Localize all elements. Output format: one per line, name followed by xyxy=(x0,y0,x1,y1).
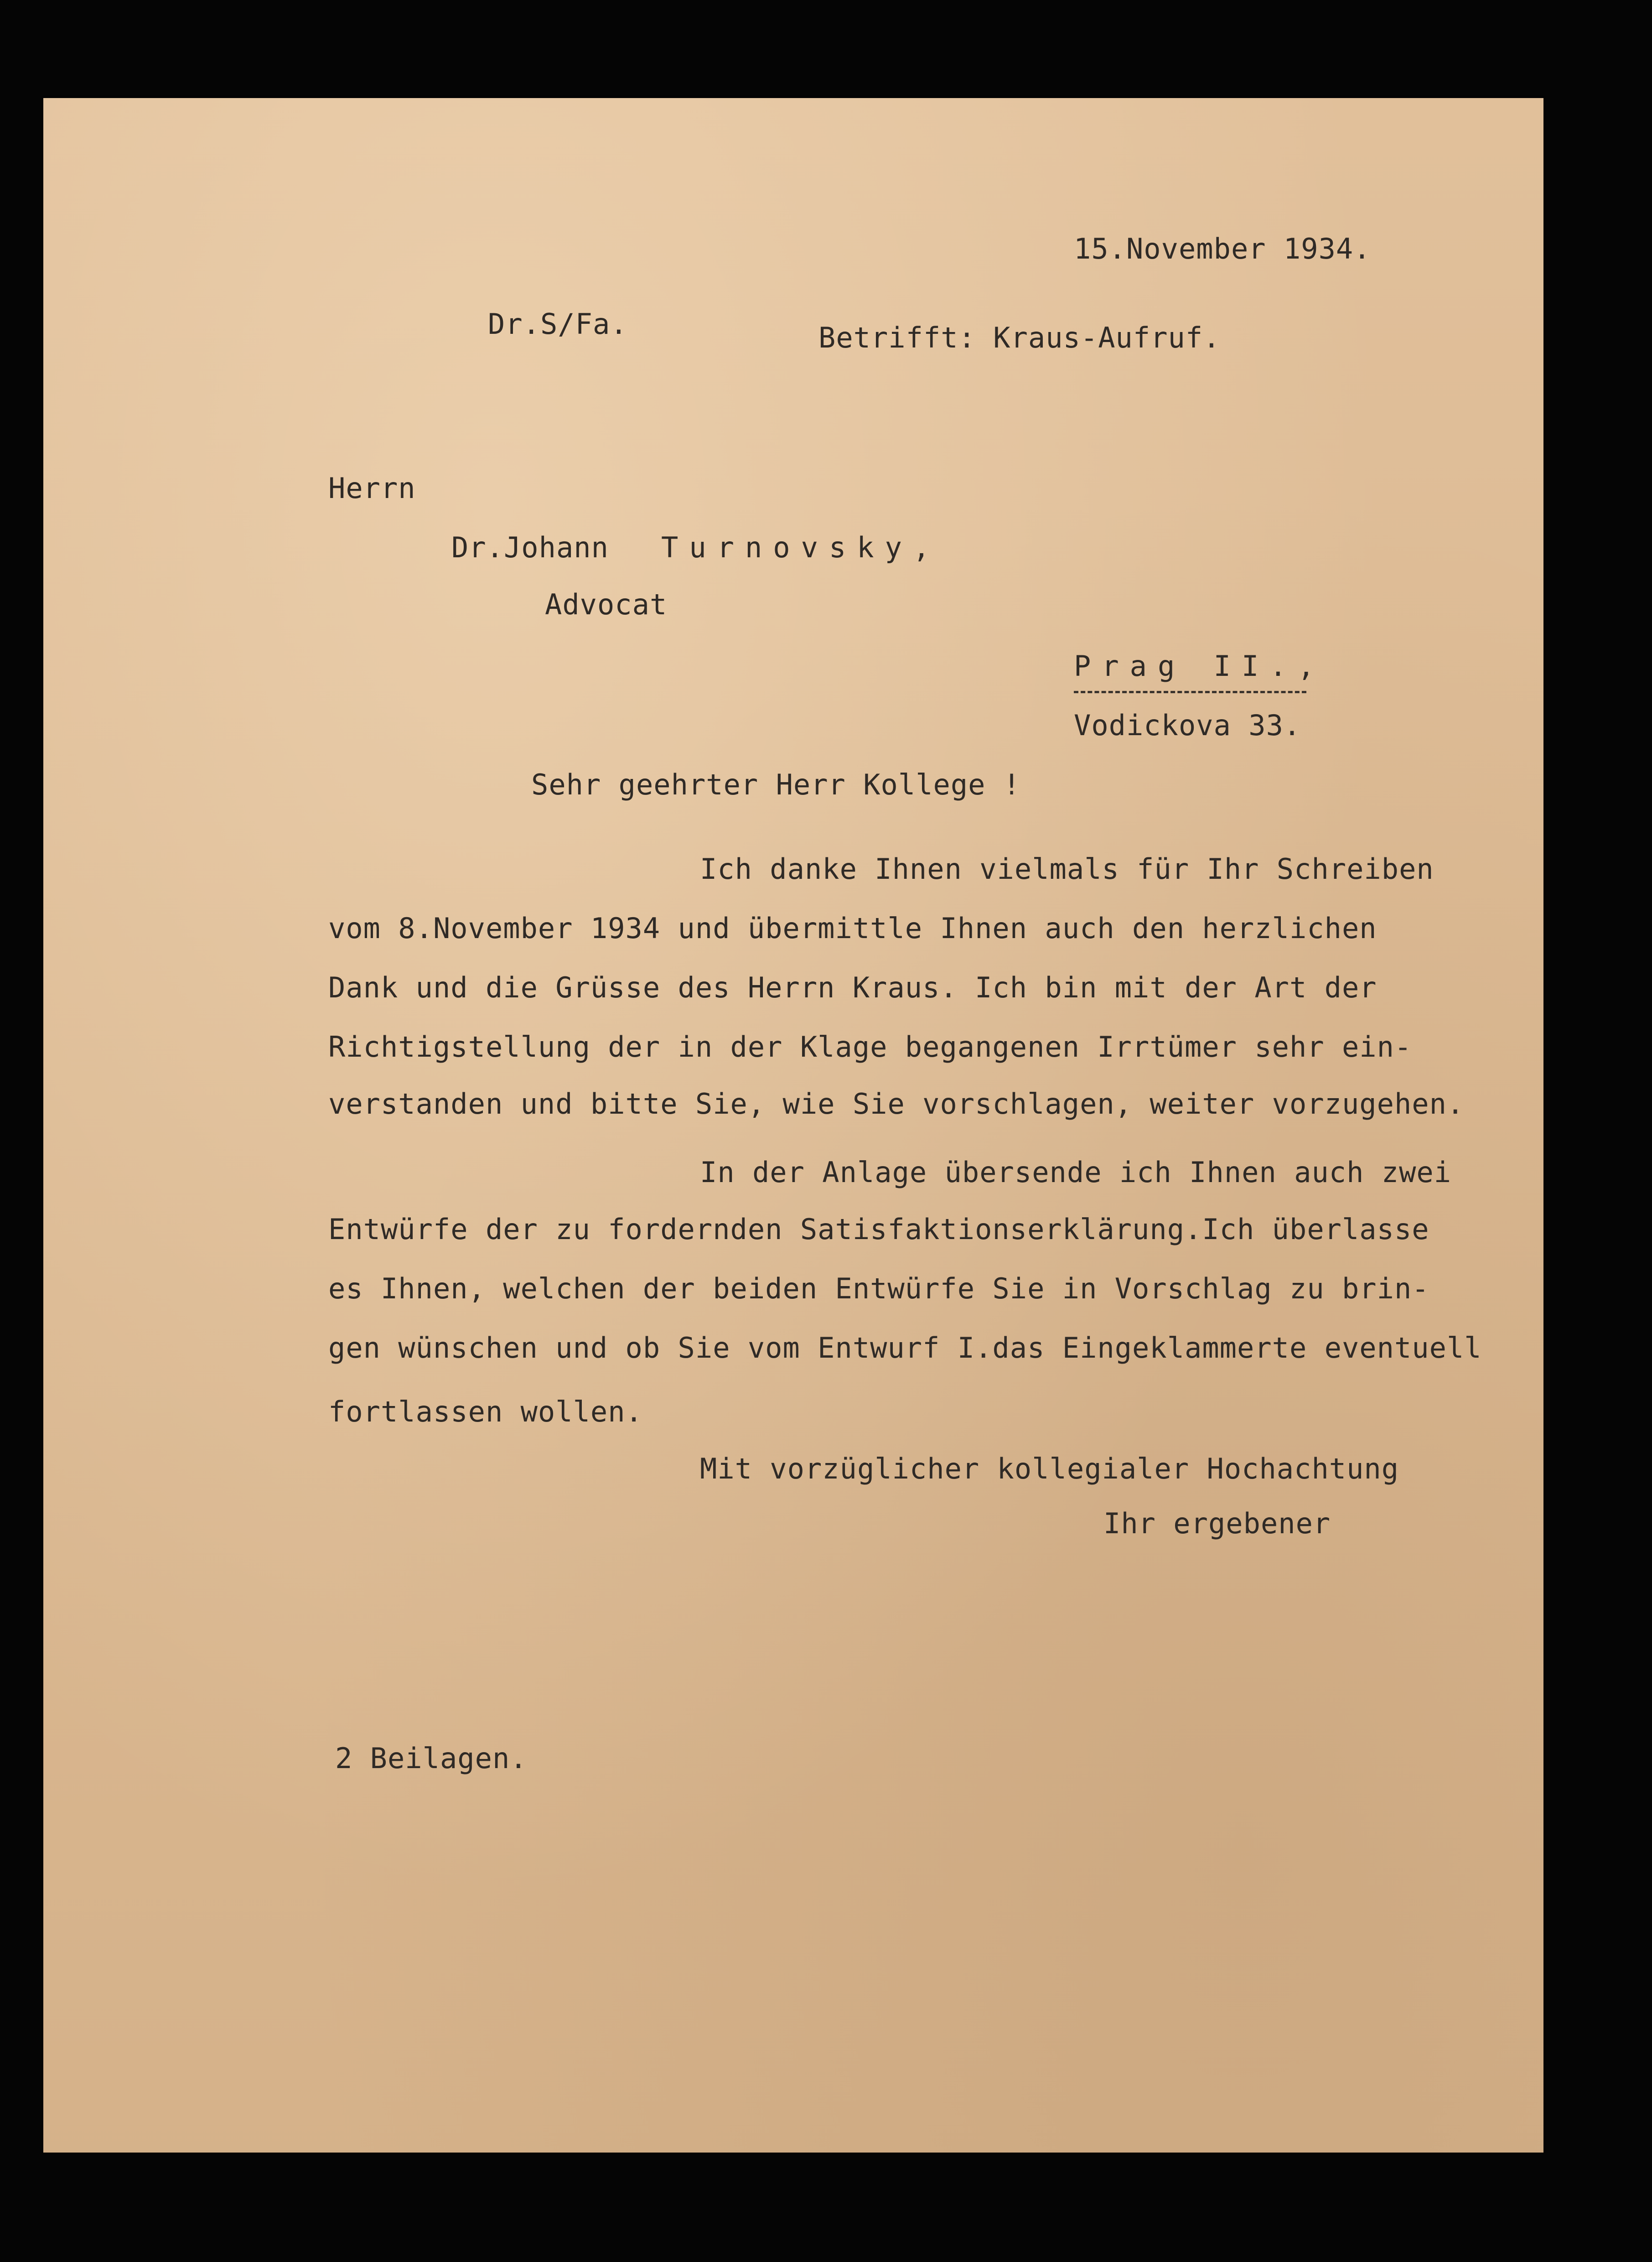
recipient-street: Vodickova 33. xyxy=(1074,709,1301,742)
recipient-city: Prag II., xyxy=(1074,649,1326,683)
body-line: es Ihnen, welchen der beiden Entwürfe Sie in Vorschlag zu brin- xyxy=(328,1272,1429,1305)
greeting: Sehr geehrter Herr Kollege ! xyxy=(531,768,1021,801)
body-line: fortlassen wollen. xyxy=(328,1395,643,1428)
closing-phrase: Mit vorzüglicher kollegialer Hochachtung xyxy=(700,1452,1399,1485)
body-line: Ich danke Ihnen vielmals für Ihr Schreiben xyxy=(700,852,1434,886)
body-line: Entwürfe der zu fordernden Satisfaktionserklärung.Ich überlasse xyxy=(328,1213,1429,1246)
body-line: Richtigstellung der in der Klage begangenen Irrtümer sehr ein- xyxy=(328,1030,1412,1064)
recipient-name-prefix: Dr.Johann xyxy=(451,531,609,564)
body-line: Dank und die Grüsse des Herrn Kraus. Ich bin mit der Art der xyxy=(328,971,1377,1004)
city-underline xyxy=(1074,691,1306,693)
subject-line: Betrifft: Kraus-Aufruf. xyxy=(818,321,1221,354)
body-line: verstanden und bitte Sie, wie Sie vorschlagen, weiter vorzugehen. xyxy=(328,1087,1465,1121)
recipient-surname: Turnovsky, xyxy=(661,531,941,564)
letter-sheet xyxy=(43,98,1543,2153)
body-line: In der Anlage übersende ich Ihnen auch zwei xyxy=(700,1156,1452,1189)
body-line: gen wünschen und ob Sie vom Entwurf I.das Eingeklammerte eventuell xyxy=(328,1331,1482,1364)
reference-code: Dr.S/Fa. xyxy=(488,307,628,341)
enclosures-note: 2 Beilagen. xyxy=(335,1742,528,1775)
signature-line: Ihr ergebener xyxy=(1103,1507,1331,1540)
recipient-profession: Advocat xyxy=(545,588,668,621)
body-line: vom 8.November 1934 und übermittle Ihnen auch den herzlichen xyxy=(328,912,1377,945)
recipient-title: Herrn xyxy=(328,472,416,505)
letter-date: 15.November 1934. xyxy=(1074,232,1371,265)
